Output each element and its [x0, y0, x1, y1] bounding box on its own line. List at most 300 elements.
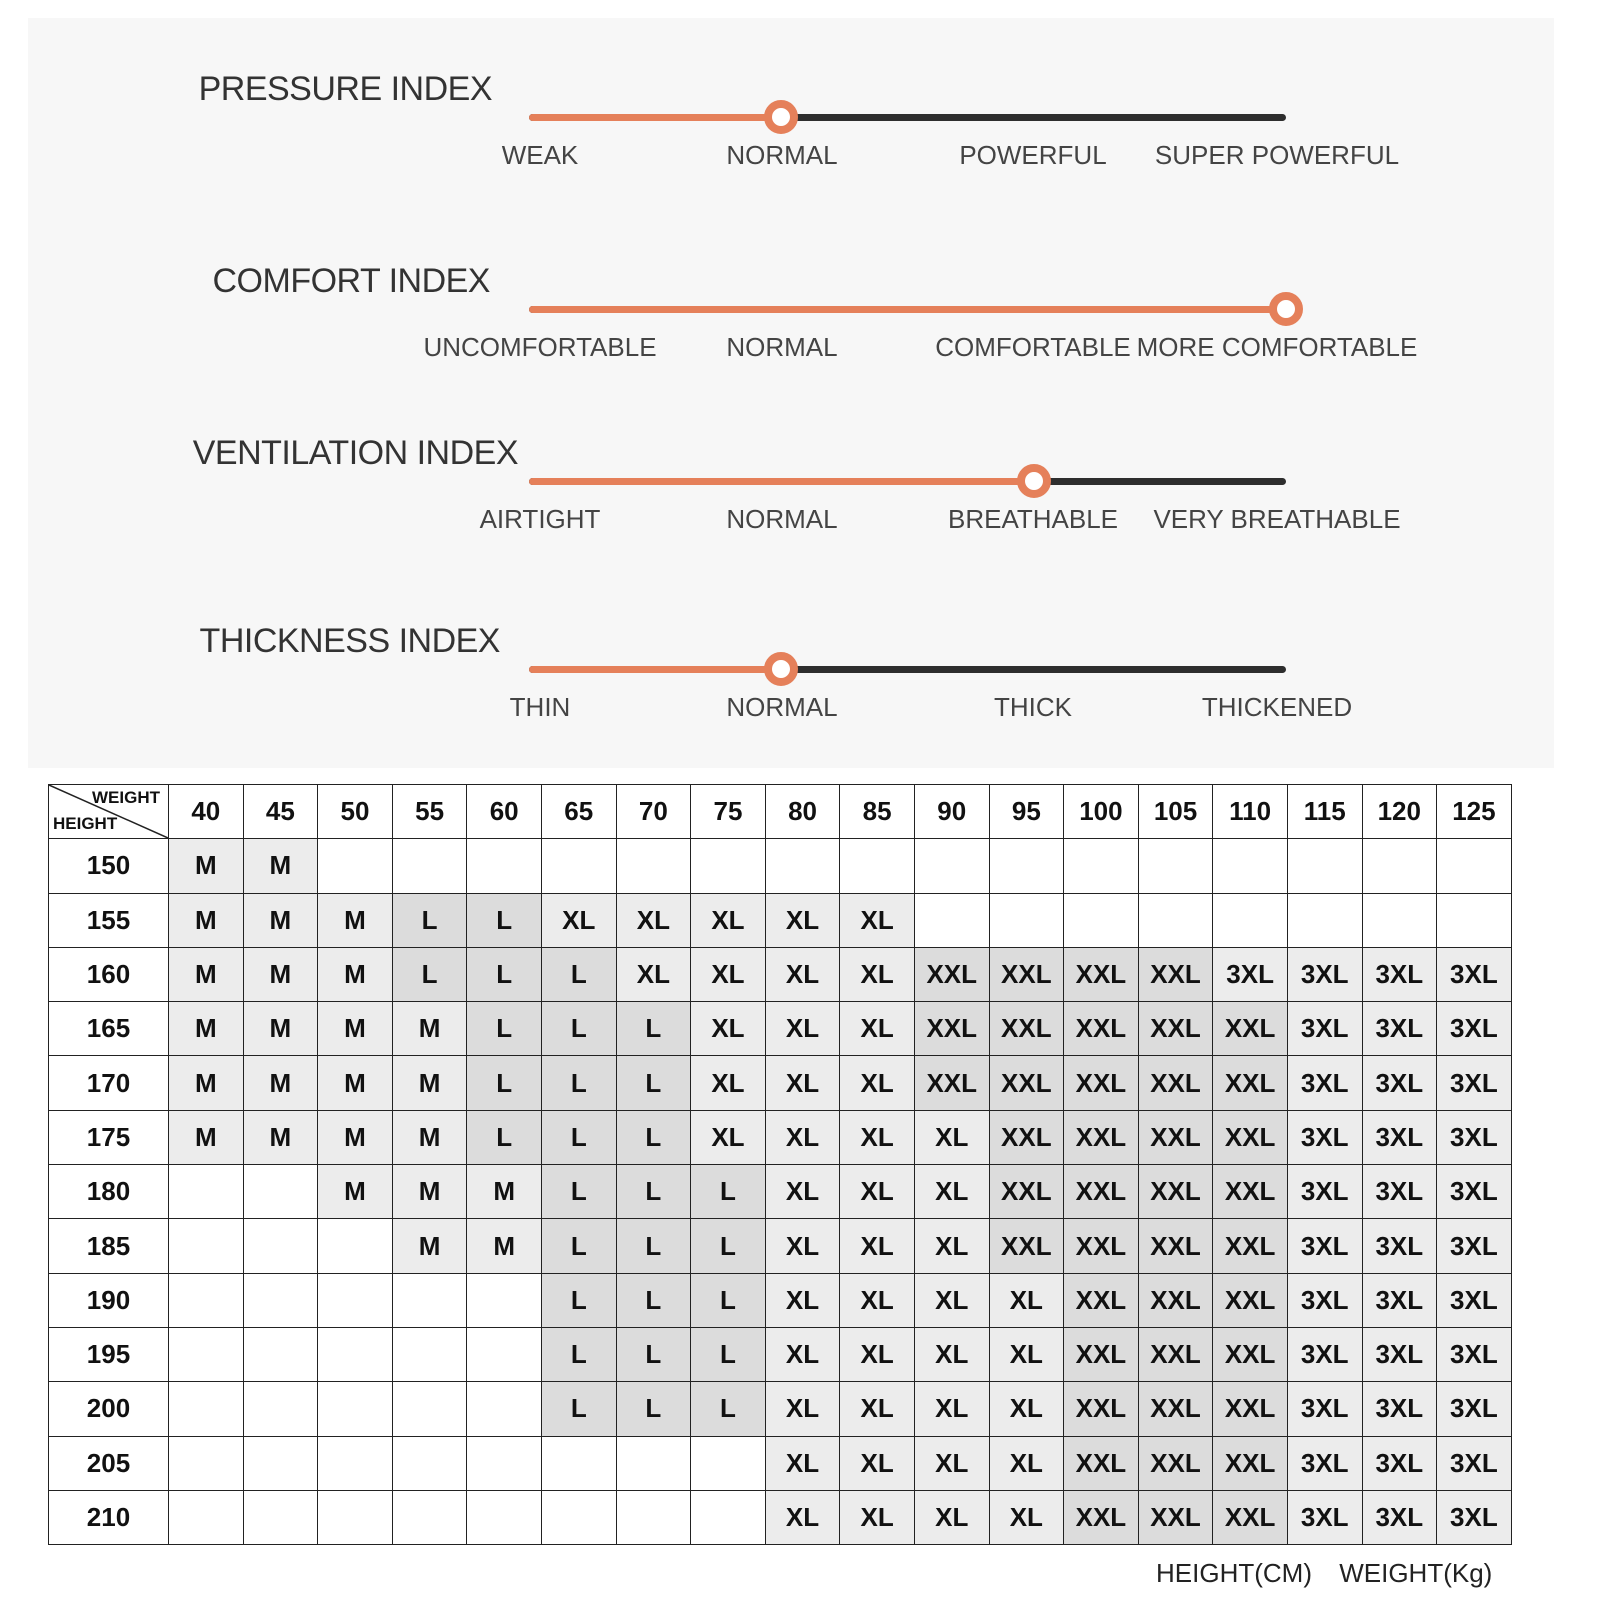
size-cell: M [318, 1110, 393, 1164]
size-cell: 3XL [1287, 1436, 1362, 1490]
weight-header-cell: 110 [1213, 785, 1288, 839]
table-row [49, 1436, 1512, 1490]
index-level-label: NORMAL [726, 504, 838, 534]
size-cell: XXL [1064, 1273, 1139, 1327]
size-cell [467, 1490, 542, 1544]
height-header-cell: 160 [49, 947, 169, 1001]
size-cell: 3XL [1287, 947, 1362, 1001]
index-level-label: BREATHABLE [947, 504, 1118, 534]
size-cell: 3XL [1437, 1110, 1512, 1164]
size-cell: 3XL [1437, 947, 1512, 1001]
height-header-cell: 180 [49, 1165, 169, 1219]
size-cell: L [691, 1165, 766, 1219]
size-cell: 3XL [1362, 1436, 1437, 1490]
size-cell [1064, 839, 1139, 893]
size-cell [318, 1382, 393, 1436]
size-cell: 3XL [1362, 947, 1437, 1001]
index-slider-track [529, 478, 1286, 485]
size-cell [318, 1273, 393, 1327]
size-cell: M [467, 1219, 542, 1273]
size-cell: 3XL [1287, 1327, 1362, 1381]
size-cell: XL [765, 947, 840, 1001]
size-cell: L [541, 947, 616, 1001]
height-header-cell: 155 [49, 893, 169, 947]
size-cell: 3XL [1287, 1382, 1362, 1436]
size-cell: L [467, 947, 542, 1001]
corner-weight-label: WEIGHT [92, 788, 160, 808]
size-cell: L [467, 893, 542, 947]
size-cell: 3XL [1362, 1490, 1437, 1544]
table-row [49, 1490, 1512, 1544]
index-level-label: NORMAL [726, 692, 838, 722]
height-header-cell: 175 [49, 1110, 169, 1164]
size-cell [467, 1327, 542, 1381]
size-cell [541, 839, 616, 893]
size-cell: XXL [1213, 1002, 1288, 1056]
size-cell: 3XL [1437, 1165, 1512, 1219]
index-slider-fill [529, 114, 781, 121]
weight-header-cell: 40 [169, 785, 244, 839]
size-cell: 3XL [1362, 1110, 1437, 1164]
size-cell [318, 1436, 393, 1490]
size-cell: XL [914, 1327, 989, 1381]
size-cell: XL [914, 1219, 989, 1273]
size-cell: XXL [989, 1002, 1064, 1056]
index-slider-fill [529, 306, 1286, 313]
size-cell [1138, 893, 1213, 947]
size-cell: XXL [1138, 1056, 1213, 1110]
size-cell: XL [840, 1056, 915, 1110]
size-cell: XXL [1064, 1436, 1139, 1490]
size-cell: XL [914, 1110, 989, 1164]
size-cell: XL [616, 893, 691, 947]
size-cell [243, 1382, 318, 1436]
index-level-label: VERY BREATHABLE [1153, 504, 1401, 534]
size-cell: XXL [1064, 1002, 1139, 1056]
size-cell: 3XL [1437, 1382, 1512, 1436]
size-cell: XXL [1213, 1436, 1288, 1490]
height-header-cell: 185 [49, 1219, 169, 1273]
size-cell: XL [914, 1165, 989, 1219]
size-cell: 3XL [1287, 1110, 1362, 1164]
size-cell: XXL [1213, 1056, 1288, 1110]
size-cell: XL [765, 1002, 840, 1056]
size-cell [243, 1165, 318, 1219]
size-cell: XL [765, 1110, 840, 1164]
size-cell: XXL [1138, 1490, 1213, 1544]
height-header-cell: 190 [49, 1273, 169, 1327]
size-cell: XL [541, 893, 616, 947]
index-title: PRESSURE INDEX [198, 70, 492, 108]
size-cell: 3XL [1362, 1327, 1437, 1381]
size-cell: XXL [1064, 1490, 1139, 1544]
index-level-label: NORMAL [726, 140, 838, 170]
size-cell [1437, 893, 1512, 947]
size-cell: XL [840, 1219, 915, 1273]
size-cell: 3XL [1362, 1273, 1437, 1327]
size-cell: XXL [1138, 1002, 1213, 1056]
size-cell [914, 893, 989, 947]
size-cell: XXL [1064, 1056, 1139, 1110]
size-cell: XXL [1064, 1327, 1139, 1381]
size-cell [243, 1219, 318, 1273]
size-cell: XXL [1064, 1110, 1139, 1164]
size-cell: 3XL [1287, 1165, 1362, 1219]
size-cell: M [318, 893, 393, 947]
size-cell: 3XL [1287, 1219, 1362, 1273]
table-row [49, 947, 1512, 1001]
size-cell [243, 1327, 318, 1381]
height-header-cell: 165 [49, 1002, 169, 1056]
size-cell: XL [765, 1273, 840, 1327]
size-cell [467, 1273, 542, 1327]
size-cell: 3XL [1287, 1273, 1362, 1327]
size-cell: 3XL [1287, 1056, 1362, 1110]
size-cell: 3XL [1437, 1002, 1512, 1056]
size-cell: M [169, 839, 244, 893]
size-cell: XL [840, 1002, 915, 1056]
size-table-body [49, 839, 1512, 1545]
table-row [49, 1002, 1512, 1056]
size-cell [1138, 839, 1213, 893]
size-cell [616, 1490, 691, 1544]
size-cell [318, 839, 393, 893]
weight-header-cell: 55 [392, 785, 467, 839]
weight-unit-label: WEIGHT(Kg) [1339, 1558, 1493, 1588]
height-header-cell: 170 [49, 1056, 169, 1110]
size-cell [392, 1436, 467, 1490]
size-cell: M [243, 1056, 318, 1110]
weight-header-cell: 115 [1287, 785, 1362, 839]
size-cell: L [616, 1219, 691, 1273]
size-cell: XL [840, 1436, 915, 1490]
size-cell [616, 839, 691, 893]
size-cell [616, 1436, 691, 1490]
index-level-label: UNCOMFORTABLE [423, 332, 657, 362]
size-cell: XXL [914, 947, 989, 1001]
index-slider-knob [1017, 464, 1051, 498]
size-cell: L [691, 1382, 766, 1436]
size-cell: XL [765, 1219, 840, 1273]
size-cell: XL [765, 1327, 840, 1381]
size-cell: XL [840, 1490, 915, 1544]
size-cell: L [541, 1273, 616, 1327]
height-header-cell: 195 [49, 1327, 169, 1381]
size-cell: L [616, 1056, 691, 1110]
size-cell: XL [840, 1382, 915, 1436]
size-cell: XXL [1138, 1382, 1213, 1436]
weight-header-cell: 50 [318, 785, 393, 839]
size-cell [1362, 839, 1437, 893]
size-cell: XL [914, 1382, 989, 1436]
size-cell: L [691, 1327, 766, 1381]
size-cell [467, 839, 542, 893]
size-cell: L [616, 1327, 691, 1381]
size-cell: L [616, 1165, 691, 1219]
size-cell: XXL [989, 1056, 1064, 1110]
index-title: VENTILATION INDEX [192, 434, 518, 472]
index-slider-knob [1269, 292, 1303, 326]
weight-header-cell: 105 [1138, 785, 1213, 839]
size-cell: XL [840, 1327, 915, 1381]
size-cell: M [467, 1165, 542, 1219]
size-cell [541, 1436, 616, 1490]
index-level-label: POWERFUL [959, 140, 1107, 170]
size-cell: M [318, 947, 393, 1001]
size-cell [1287, 839, 1362, 893]
size-cell [318, 1219, 393, 1273]
size-cell [392, 1490, 467, 1544]
size-cell: XXL [1064, 1165, 1139, 1219]
size-cell [1064, 893, 1139, 947]
size-cell: XL [840, 1110, 915, 1164]
size-cell: 3XL [1437, 1219, 1512, 1273]
weight-header-cell: 70 [616, 785, 691, 839]
table-row [49, 893, 1512, 947]
size-cell: L [541, 1327, 616, 1381]
size-cell [691, 839, 766, 893]
weight-header-cell: 60 [467, 785, 542, 839]
size-cell: L [616, 1273, 691, 1327]
size-cell: XL [840, 893, 915, 947]
size-cell [467, 1382, 542, 1436]
size-cell: XL [765, 1056, 840, 1110]
size-cell: XL [691, 1056, 766, 1110]
size-cell [169, 1382, 244, 1436]
size-cell: 3XL [1437, 1436, 1512, 1490]
size-cell [765, 839, 840, 893]
size-cell: 3XL [1287, 1002, 1362, 1056]
size-cell: M [243, 893, 318, 947]
index-title: COMFORT INDEX [212, 262, 490, 300]
size-cell: XXL [914, 1056, 989, 1110]
size-cell: XXL [989, 1110, 1064, 1164]
size-cell: XXL [1138, 1436, 1213, 1490]
size-cell: L [541, 1165, 616, 1219]
size-cell: M [318, 1056, 393, 1110]
size-cell: M [392, 1110, 467, 1164]
size-cell: XXL [1064, 1382, 1139, 1436]
size-cell: XL [840, 947, 915, 1001]
size-cell: M [169, 893, 244, 947]
size-cell: L [541, 1219, 616, 1273]
size-cell: XL [765, 1436, 840, 1490]
size-cell: XL [691, 1002, 766, 1056]
size-cell [840, 839, 915, 893]
index-slider-fill [529, 478, 1034, 485]
size-cell: XXL [1213, 1273, 1288, 1327]
size-cell: M [392, 1165, 467, 1219]
size-cell [1213, 893, 1288, 947]
table-row [49, 1382, 1512, 1436]
size-cell: XL [989, 1490, 1064, 1544]
size-cell: L [467, 1002, 542, 1056]
size-cell: XXL [1138, 1110, 1213, 1164]
size-cell: 3XL [1437, 1056, 1512, 1110]
size-cell: L [616, 1002, 691, 1056]
index-slider-track [529, 666, 1286, 673]
size-cell: XXL [1138, 1165, 1213, 1219]
index-slider-knob [764, 100, 798, 134]
index-slider-knob [764, 652, 798, 686]
size-cell: XL [840, 1273, 915, 1327]
size-cell: 3XL [1362, 1165, 1437, 1219]
index-level-label: AIRTIGHT [479, 504, 601, 534]
size-cell: M [243, 839, 318, 893]
size-cell: XL [840, 1165, 915, 1219]
size-cell [914, 839, 989, 893]
index-slider-track [529, 114, 1286, 121]
size-cell [392, 839, 467, 893]
size-cell: L [541, 1382, 616, 1436]
index-level-label: COMFORTABLE [935, 332, 1131, 362]
size-cell: 3XL [1362, 1219, 1437, 1273]
size-cell [169, 1219, 244, 1273]
size-cell: XL [691, 893, 766, 947]
index-title: THICKNESS INDEX [199, 622, 500, 660]
size-cell: M [243, 1002, 318, 1056]
weight-header-cell: 65 [541, 785, 616, 839]
size-cell: XXL [989, 1219, 1064, 1273]
table-corner [49, 785, 169, 839]
size-cell: L [541, 1110, 616, 1164]
size-cell: M [169, 1056, 244, 1110]
index-level-label: WEAK [501, 140, 579, 170]
size-cell: 3XL [1437, 1327, 1512, 1381]
size-cell: M [169, 1110, 244, 1164]
size-cell [392, 1327, 467, 1381]
weight-header-cell: 95 [989, 785, 1064, 839]
size-cell [243, 1436, 318, 1490]
weight-header-cell: 90 [914, 785, 989, 839]
weight-header-cell: 120 [1362, 785, 1437, 839]
weight-header-cell: 125 [1437, 785, 1512, 839]
table-row [49, 1327, 1512, 1381]
size-cell: XXL [1064, 1219, 1139, 1273]
index-level-label: THICKENED [1201, 692, 1353, 722]
size-chart-table [48, 784, 1512, 1545]
size-cell: M [243, 1110, 318, 1164]
size-cell: XL [989, 1436, 1064, 1490]
size-cell: XXL [1138, 1327, 1213, 1381]
size-cell: XL [989, 1382, 1064, 1436]
size-cell: XL [989, 1327, 1064, 1381]
size-cell: XXL [1213, 1327, 1288, 1381]
size-cell: XXL [1213, 1110, 1288, 1164]
size-cell: XL [765, 893, 840, 947]
height-header-cell: 150 [49, 839, 169, 893]
size-cell [392, 1273, 467, 1327]
size-cell [691, 1490, 766, 1544]
size-cell [243, 1273, 318, 1327]
size-cell: 3XL [1362, 1056, 1437, 1110]
size-cell: L [616, 1110, 691, 1164]
height-header-cell: 210 [49, 1490, 169, 1544]
size-cell: L [392, 893, 467, 947]
size-cell: M [392, 1056, 467, 1110]
size-cell: 3XL [1362, 1002, 1437, 1056]
size-cell [541, 1490, 616, 1544]
size-cell [169, 1436, 244, 1490]
size-cell: M [169, 947, 244, 1001]
size-cell: XL [616, 947, 691, 1001]
size-cell: L [541, 1056, 616, 1110]
index-level-label: SUPER POWERFUL [1154, 140, 1400, 170]
weight-header-cell: 85 [840, 785, 915, 839]
size-cell: XL [765, 1165, 840, 1219]
size-cell: M [318, 1165, 393, 1219]
size-cell: XXL [1138, 1273, 1213, 1327]
size-cell: 3XL [1437, 1273, 1512, 1327]
units-legend [1156, 1558, 1512, 1589]
table-row [49, 1273, 1512, 1327]
size-cell [169, 1165, 244, 1219]
size-cell: 3XL [1362, 1382, 1437, 1436]
size-cell [169, 1490, 244, 1544]
size-cell: M [392, 1219, 467, 1273]
size-cell: XXL [1213, 1382, 1288, 1436]
size-cell: L [392, 947, 467, 1001]
weight-header-row [49, 785, 1512, 839]
table-row [49, 1110, 1512, 1164]
size-cell: XL [691, 1110, 766, 1164]
table-row [49, 1219, 1512, 1273]
table-row [49, 1056, 1512, 1110]
size-cell [989, 839, 1064, 893]
size-cell: XL [914, 1490, 989, 1544]
size-cell: M [243, 947, 318, 1001]
table-row [49, 1165, 1512, 1219]
index-level-label: THICK [994, 692, 1072, 722]
size-cell [989, 893, 1064, 947]
size-cell: M [392, 1002, 467, 1056]
corner-height-label: HEIGHT [53, 814, 118, 834]
size-cell [169, 1327, 244, 1381]
size-cell: L [691, 1219, 766, 1273]
size-cell [243, 1490, 318, 1544]
index-level-label: THIN [509, 692, 571, 722]
size-cell: XXL [1213, 1490, 1288, 1544]
size-cell: 3XL [1287, 1490, 1362, 1544]
size-cell: XXL [914, 1002, 989, 1056]
size-cell: XL [765, 1382, 840, 1436]
size-cell [318, 1490, 393, 1544]
size-cell: L [691, 1273, 766, 1327]
size-cell [1287, 893, 1362, 947]
size-cell: XXL [1138, 947, 1213, 1001]
size-cell: XXL [1138, 1219, 1213, 1273]
size-cell: XL [989, 1273, 1064, 1327]
size-cell: XXL [1213, 1219, 1288, 1273]
index-slider-track [529, 306, 1286, 313]
size-cell: XXL [1064, 947, 1139, 1001]
size-cell [318, 1327, 393, 1381]
size-cell: L [467, 1056, 542, 1110]
size-cell: XXL [989, 947, 1064, 1001]
size-cell: XL [691, 947, 766, 1001]
size-cell: 3XL [1213, 947, 1288, 1001]
index-level-label: MORE COMFORTABLE [1136, 332, 1418, 362]
size-cell: XL [914, 1436, 989, 1490]
height-header-cell: 205 [49, 1436, 169, 1490]
weight-header-cell: 75 [691, 785, 766, 839]
size-cell [1362, 893, 1437, 947]
index-slider-fill [529, 666, 781, 673]
weight-header-cell: 45 [243, 785, 318, 839]
size-cell: XL [765, 1490, 840, 1544]
size-cell: L [467, 1110, 542, 1164]
size-cell: XL [914, 1273, 989, 1327]
